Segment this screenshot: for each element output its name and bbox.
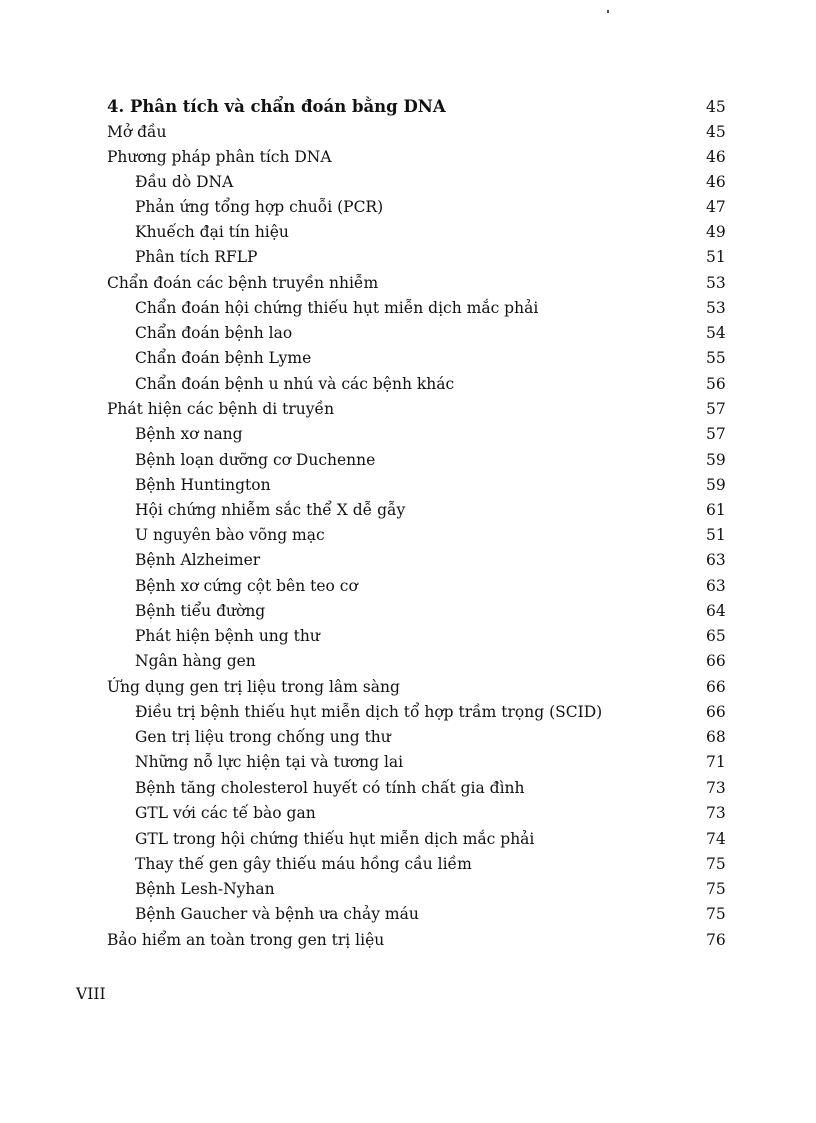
toc-subsection: [0, 600, 816, 624]
toc-subsection: [0, 499, 816, 523]
toc-section: [0, 146, 816, 170]
toc-section: [0, 121, 816, 145]
toc-title: Bảo hiểm an toàn trong gen trị liệu: [107, 931, 385, 949]
toc-subsection: [0, 701, 816, 725]
toc-page: 46: [706, 173, 726, 191]
toc-subsection: [0, 297, 816, 321]
toc-page: 73: [706, 779, 726, 797]
toc-title: GTL với các tế bào gan: [135, 804, 316, 822]
toc-subsection: [0, 246, 816, 270]
toc-title: Chẩn đoán bệnh u nhú và các bệnh khác: [135, 375, 455, 393]
toc-subsection: [0, 449, 816, 473]
toc-title: U nguyên bào võng mạc: [135, 526, 325, 544]
toc-title: Những nỗ lực hiện tại và tương lai: [135, 753, 404, 771]
toc-section: [0, 398, 816, 422]
toc-title: Bệnh Gaucher và bệnh ưa chảy máu: [135, 905, 419, 923]
toc-page: 61: [706, 501, 726, 519]
scan-speck: [607, 10, 609, 13]
toc-subsection: [0, 347, 816, 371]
toc-title: Phương pháp phân tích DNA: [107, 148, 332, 166]
toc-subsection: [0, 878, 816, 902]
toc-title: Ngân hàng gen: [135, 652, 256, 670]
toc-page: 45: [706, 98, 726, 116]
toc-page: 53: [706, 274, 726, 292]
toc-title: Phát hiện bệnh ung thư: [135, 627, 320, 645]
toc-subsection: [0, 474, 816, 498]
toc-subsection: [0, 196, 816, 220]
toc-page: 66: [706, 703, 726, 721]
toc-subsection: [0, 549, 816, 573]
toc-title: Hội chứng nhiễm sắc thể X dễ gẫy: [135, 501, 406, 519]
toc-page: 76: [706, 931, 726, 949]
toc-subsection: [0, 853, 816, 877]
toc-page: 56: [706, 375, 726, 393]
toc-title: GTL trong hội chứng thiếu hụt miễn dịch mắc phải: [135, 830, 535, 848]
toc-subsection: [0, 221, 816, 245]
toc-subsection: [0, 726, 816, 750]
toc-title: Ứng dụng gen trị liệu trong lâm sàng: [107, 678, 400, 696]
toc-title: Đầu dò DNA: [135, 173, 234, 191]
toc-page: 75: [706, 905, 726, 923]
toc-title: Chẩn đoán các bệnh truyền nhiễm: [107, 274, 379, 292]
toc-section: [0, 676, 816, 700]
toc-page: 46: [706, 148, 726, 166]
toc-page: 45: [706, 123, 726, 141]
toc-page: 53: [706, 299, 726, 317]
toc-section: [0, 929, 816, 953]
toc-subsection: [0, 575, 816, 599]
toc-page: 57: [706, 425, 726, 443]
toc-page: 75: [706, 880, 726, 898]
toc-page: 49: [706, 223, 726, 241]
toc-page: 73: [706, 804, 726, 822]
toc-subsection: [0, 802, 816, 826]
toc-subsection: [0, 524, 816, 548]
toc-title: Bệnh Huntington: [135, 476, 271, 494]
toc-page: 66: [706, 678, 726, 696]
toc-title: Chẩn đoán hội chứng thiếu hụt miễn dịch mắc phải: [135, 299, 539, 317]
toc-subsection: [0, 171, 816, 195]
toc-page: 64: [706, 602, 726, 620]
toc-subsection: [0, 903, 816, 927]
toc-title: Bệnh loạn dưỡng cơ Duchenne: [135, 451, 376, 469]
toc-subsection: [0, 373, 816, 397]
toc-title: Phân tích RFLP: [135, 248, 258, 266]
toc-page: 63: [706, 577, 726, 595]
toc-title: Mở đầu: [107, 123, 167, 141]
toc-page: 65: [706, 627, 726, 645]
toc-title: Bệnh Alzheimer: [135, 551, 261, 569]
toc-page: 57: [706, 400, 726, 418]
toc-page: 63: [706, 551, 726, 569]
toc-title: Bệnh tiểu đường: [135, 602, 266, 620]
toc-page: 59: [706, 451, 726, 469]
toc-subsection: [0, 625, 816, 649]
toc-subsection: [0, 650, 816, 674]
toc-title: Điều trị bệnh thiếu hụt miễn dịch tổ hợp trầm trọng (SCID): [135, 703, 603, 721]
toc-page: 54: [706, 324, 726, 342]
toc-section: [0, 272, 816, 296]
toc-page: 66: [706, 652, 726, 670]
toc-page: 68: [706, 728, 726, 746]
toc-page: 71: [706, 753, 726, 771]
page-folio: VIII: [76, 985, 106, 1003]
toc-subsection: [0, 828, 816, 852]
toc-page: 75: [706, 855, 726, 873]
toc-title: Bệnh xơ nang: [135, 425, 243, 443]
toc-page: 59: [706, 476, 726, 494]
toc-subsection: [0, 322, 816, 346]
toc-page: 51: [706, 248, 726, 266]
toc-title: 4. Phân tích và chẩn đoán bằng DNA: [107, 97, 446, 116]
toc-page: 55: [706, 349, 726, 367]
toc-title: Gen trị liệu trong chống ung thư: [135, 728, 391, 746]
toc-title: Chẩn đoán bệnh lao: [135, 324, 293, 342]
toc-subsection: [0, 777, 816, 801]
toc-chapter-heading: [0, 96, 816, 120]
toc-page: 51: [706, 526, 726, 544]
toc-title: Bệnh tăng cholesterol huyết có tính chất gia đình: [135, 779, 525, 797]
toc-page: 74: [706, 830, 726, 848]
toc-title: Phát hiện các bệnh di truyền: [107, 400, 335, 418]
toc-title: Thay thế gen gây thiếu máu hồng cầu liềm: [135, 855, 472, 873]
toc-title: Bệnh Lesh-Nyhan: [135, 880, 275, 898]
toc-title: Khuếch đại tín hiệu: [135, 223, 289, 241]
toc-subsection: [0, 423, 816, 447]
toc-page: 47: [706, 198, 726, 216]
toc-subsection: [0, 751, 816, 775]
toc-title: Bệnh xơ cứng cột bên teo cơ: [135, 577, 358, 595]
toc-title: Chẩn đoán bệnh Lyme: [135, 349, 312, 367]
toc-title: Phản ứng tổng hợp chuỗi (PCR): [135, 198, 384, 216]
